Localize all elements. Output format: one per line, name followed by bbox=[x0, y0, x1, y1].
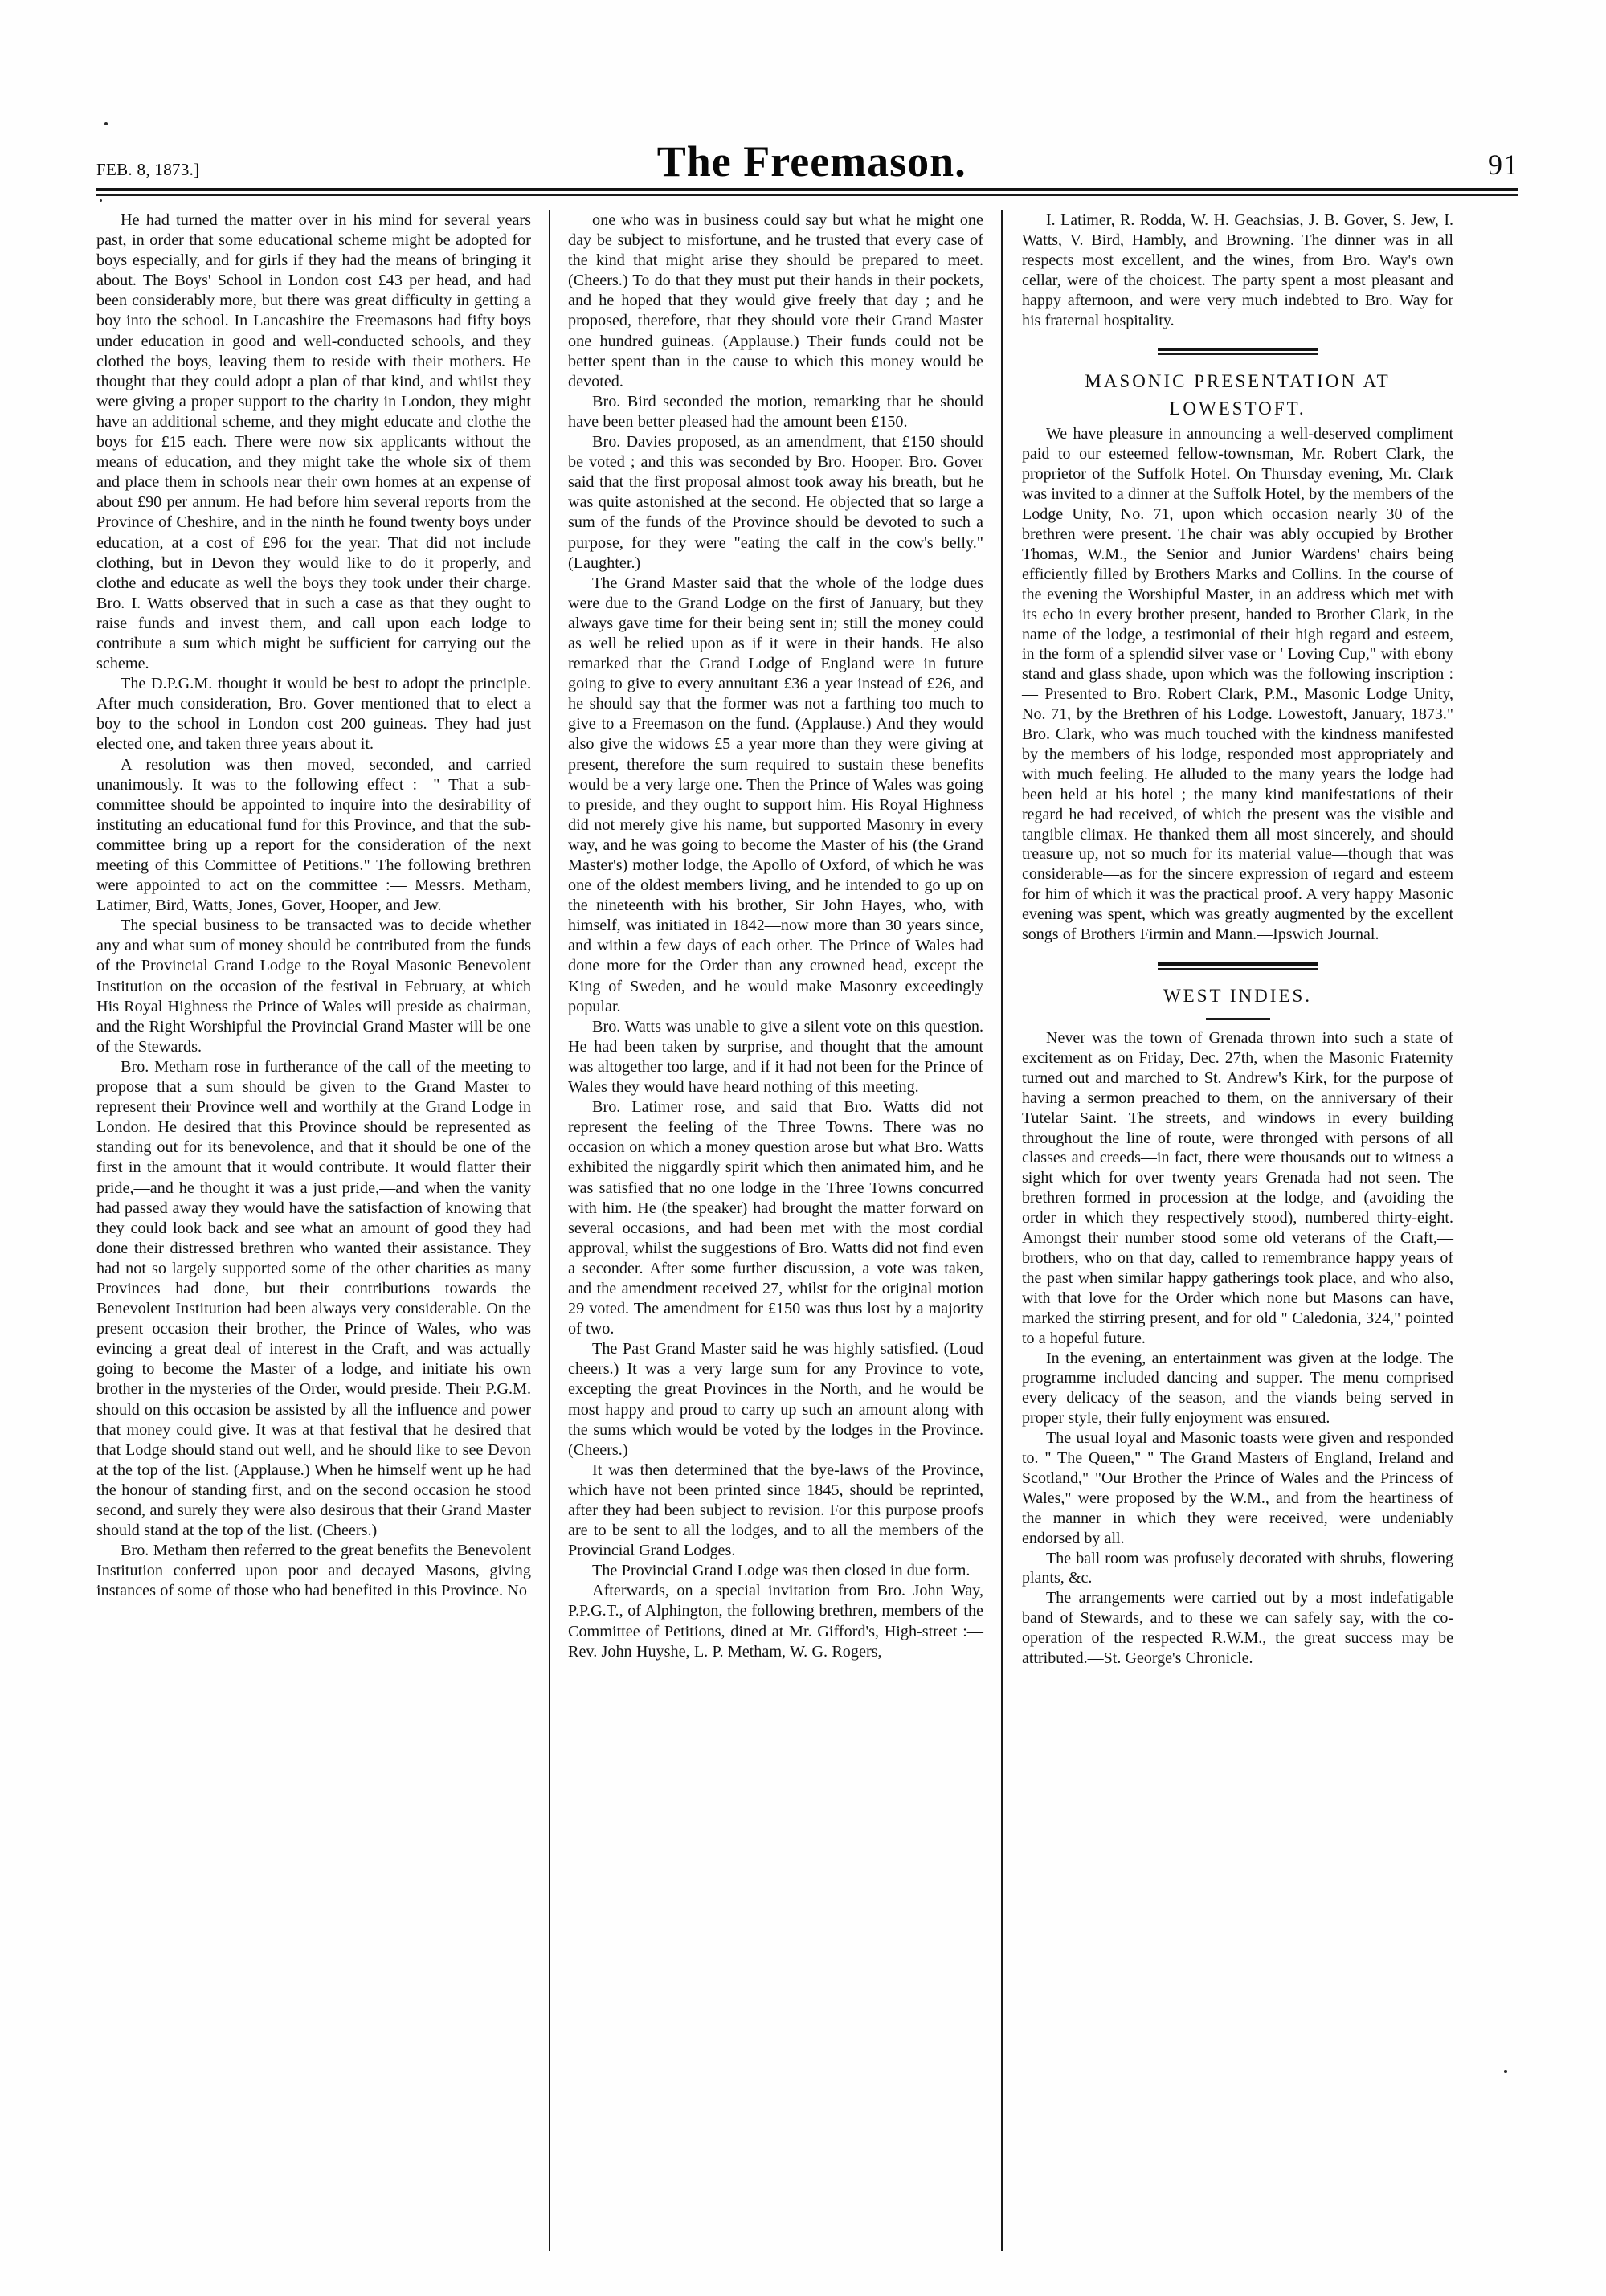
scan-speck bbox=[104, 122, 108, 125]
article-columns bbox=[96, 210, 1518, 2251]
scan-speck bbox=[1504, 2070, 1507, 2073]
section-divider-rule-two bbox=[1158, 962, 1318, 970]
paragraph: In the evening, an entertainment was given at the lodge. The programme included dancing and supper. The menu comprised every delicacy of the season, and the viands being served in proper style, their fully enjoyment was ensured. bbox=[1022, 1349, 1453, 1428]
paragraph: The arrangements were carried out by a most indefatigable band of Stewards, and to these we can safely say, with the co-operation of the respected R.W.M., the great success may be attributed.—St. George's Chronicle. bbox=[1022, 1589, 1453, 1668]
paragraph: I. Latimer, R. Rodda, W. H. Geachsias, J. B. Gover, S. Jew, I. Watts, V. Bird, Hambly, and Browning. The dinner was in all respects most excellent, and the wines, from Bro. Way's own cellar, were of the choicest. The party spent a most pleasant and happy afternoon, and were very much indebted to Bro. Way for his fraternal hospitality. bbox=[1022, 211, 1453, 329]
paragraph: Bro. Metham then referred to the great benefits the Benevolent Institution conferred upon poor and decayed Masons, giving instances of some of those who had benefited in this Province. No bbox=[96, 1542, 531, 1600]
section-heading-west-indies: WEST INDIES. bbox=[1163, 986, 1313, 1006]
paragraph: He had turned the matter over in his mind for several years past, in order that some educational scheme might be adopted for boys especially, and for girls if they had the means of bringing it about. The Boys' School in London cost £43 per head, and had been considerably more, but there was great difficulty in getting a boy into the school. In Lancashire the Freemasons had fifty boys under education in good and well-conducted schools, and they clothed the boys, leaving them to reside with their mothers. He thought that they could adopt a plan of that kind, and whilst they were giving a proper support to the charity in London, they might have an additional scheme, and they might educate and clothe the boys for £15 each. There were now six applicants without the means of education, and they might take the whole six of them and place them in schools near their own homes at an expense of about £90 per annum. He had before him several reports from the Province of Cheshire, and in the ninth he found twenty boys under education, at a cost of £96 for the year. That did not include clothing, but in Devon they would like to do it properly, and clothe and educate as well the boys they took under their charge. Bro. I. Watts observed that in such a case as that they ought to raise funds and invest them, and call upon each lodge to contribute a sum which might be sufficient for carrying out the scheme. bbox=[96, 211, 531, 673]
section-subrule bbox=[1206, 1018, 1270, 1020]
paragraph: The Provincial Grand Lodge was then closed in due form. bbox=[592, 1562, 971, 1580]
paragraph: Afterwards, on a special invitation from Bro. John Way, P.P.G.T., of Alphington, the following brethren, members of the Committee of Petitions, dined at Mr. Gifford's, High-street :— Rev. John Huyshe, L. P. Metham, W. G. Rogers, bbox=[568, 1582, 983, 1661]
paragraph: one who was in business could say but what he might one day be subject to misfortune, and he trusted that every case of the kind that might arise they should be prepared to meet. (Cheers.) To do that they must put their hands in their pockets, and he hoped that they would give freely that day ; and he proposed, therefore, that they should vote their Grand Master one hundred guineas. (Applause.) Their funds could not be better spent than in the cause to which this money would be devoted. bbox=[568, 211, 983, 390]
paragraph: A resolution was then moved, seconded, and carried unanimously. It was to the following effect :—" That a sub-committee should be appointed to inquire into the desirability of instituting an educational fund for this Province, and that the sub-committee bring up a report for the consideration of the next meeting of this Committee of Petitions." The following brethren were appointed to act on the committee :— Messrs. Metham, Latimer, Bird, Watts, Jones, Gover, Hooper, and Jew. bbox=[96, 755, 531, 915]
section-divider-rule bbox=[1158, 348, 1318, 355]
paragraph: The D.P.G.M. thought it would be best to adopt the principle. After much consideration, Bro. Gover mentioned that to elect a boy to the school in London cost 200 guineas. They had just elected one, and taken three years about it. bbox=[96, 675, 531, 754]
section-heading-lowestoft-line2: LOWESTOFT. bbox=[1169, 398, 1306, 419]
paragraph: The Grand Master said that the whole of the lodge dues were due to the Grand Lodge on the first of January, but they always gave time for their being sent in; still the money could as well be relied upon as if it were in their hands. He also remarked that the Grand Lodge of England were in future going to give to every annuitant £36 a year instead of £26, and he should say that the former was not a farthing too much to give to a Freemason on the fund. (Applause.) And they would also give the widows £5 a year more than they were giving at present, therefore the sum required to sustain these benefits would be a very large one. Then the Prince of Wales was going to preside, and they ought to support him. His Royal Highness did not merely give his name, but supported Masonry in every way, and he was going to become the Master of his (the Grand Master's) mother lodge, the Apollo of Oxford, of which he was one of the oldest members living, and he intended to go up on the nineteenth with his brother, Sir John Hayes, who, with himself, was initiated in 1842—now more than 30 years since, and within a few days of each other. The Prince of Wales had done more for the Order than any crowned head, except the King of Sweden, and he would make Masonry exceedingly popular. bbox=[568, 574, 983, 1015]
paragraph: It was then determined that the bye-laws of the Province, which have not been printed since 1845, should be reprinted, after they had been subject to revision. For this purpose proofs are to be sent to all the lodges, and to all the members of the Provincial Grand Lodges. bbox=[568, 1461, 983, 1560]
paragraph: We have pleasure in announcing a well-deserved compliment paid to our esteemed fellow-townsman, Mr. Robert Clark, the proprietor of the Suffolk Hotel. On Thursday evening, Mr. Clark was invited to a dinner at the Suffolk Hotel, by the members of the Lodge Unity, No. 71, upon which occasion nearly 30 of the brethren were present. The chair was ably occupied by Brother Thomas, W.M., the Senior and Junior Wardens' chairs being efficiently filled by Brothers Marks and Collins. In the course of the evening the Worshipful Master, in an address which met with its echo in every brother present, handed to Brother Clark, in the name of the lodge, a testimonial of their high regard and esteem, in the form of a splendid silver vase or ' Loving Cup," with ebony stand and glass shade, upon which was the following inscription :— Presented to Bro. Robert Clark, P.M., Masonic Lodge Unity, No. 71, by the Brethren of his Lodge. Lowestoft, January, 1873." Bro. Clark, who was much touched with the kindness manifested by the members of his lodge, responded most appropriately and with much feeling. He alluded to the many years the lodge had been held at his hotel ; the many kind manifestations of their regard he had received, of which the present was the visible and tangible climax. He thanked them all most sincerely, and should treasure up, not so much for its material value—though that was considerable—as for the sincere expression of regard and esteem for him of which it was the practical proof. A very happy Masonic evening was spent, which was greatly augmented by the excellent songs of Brothers Firmin and Mann.—Ipswich Journal. bbox=[1022, 425, 1453, 944]
scan-speck bbox=[100, 199, 102, 202]
paragraph: Bro. Watts was unable to give a silent vote on this question. He had been taken by surprise, and thought that the amount was altogether too large, and if it had not been for the Prince of Wales they would have heard nothing of this meeting. bbox=[568, 1017, 983, 1097]
paragraph: Bro. Davies proposed, as an amendment, that £150 should be voted ; and this was seconded by Bro. Hooper. Bro. Gover said that the first proposal almost took away his breath, but he was quite astonished at the second. He objected that so large a sum of the funds of the Province should be devoted to such a purpose, for they were "eating the calf in the cow's belly." (Laughter.) bbox=[568, 433, 983, 572]
page-title: The Freemason. bbox=[656, 137, 966, 186]
paragraph: Bro. Latimer rose, and said that Bro. Watts did not represent the feeling of the Three Towns. There was no occasion on which a money question arose but what Bro. Watts exhibited the niggardly spirit which then animated him, and he was satisfied that no one lodge in the Three Towns concurred with him. He (the speaker) had brought the matter forward on several occasions, and had been met with the most cordial approval, whilst the suggestions of Bro. Watts did not find even a seconder. After some further discussion, a vote was taken, and the amendment received 27, whilst for the original motion 29 voted. The amendment for £150 was thus lost by a majority of two. bbox=[568, 1098, 983, 1338]
paragraph: Never was the town of Grenada thrown into such a state of excitement as on Friday, Dec. 27th, when the Masonic Fraternity turned out and marched to St. Andrew's Kirk, for the purpose of having a sermon preached to them, on the anniversary of their Tutelar Saint. The streets, and windows in every building throughout the line of route, were thronged with persons of all classes and creeds—in fact, there were thousands out to witness a sight which for over twenty years Grenada had not seen. The brethren formed in procession at the lodge, and (avoiding the order in which they respectively stood), numbered thirty-eight. Amongst their number stood some old veterans of the Craft,—brothers, who on that day, called to remembrance happy years of the past when similar happy gatherings took place, and who also, with that love for the Order which none but Masons can have, marked the stirring present, and for old " Caledonia, 324," pointed to a hopeful future. bbox=[1022, 1029, 1453, 1347]
masthead bbox=[96, 127, 1518, 186]
paragraph: The usual loyal and Masonic toasts were given and responded to. " The Queen," " The Grand Masters of England, Ireland and Scotland," "Our Brother the Prince of Wales and the Princess of Wales," were proposed by the W.M., and from the heartiness of the manner in which they were received, were undeniably endorsed by all. bbox=[1022, 1429, 1453, 1547]
masthead-divider-rule bbox=[96, 188, 1518, 196]
paragraph: Bro. Bird seconded the motion, remarking that he should have been better pleased had the amount been £150. bbox=[568, 392, 983, 431]
column-three bbox=[1001, 210, 1453, 2251]
column-two bbox=[549, 210, 1001, 2251]
paragraph: The Past Grand Master said he was highly satisfied. (Loud cheers.) It was a very large sum for any Province to vote, excepting the great Provinces in the North, and he would be most happy and proud to carry up such an amount along with the sums which would be voted by the lodges in the Province. (Cheers.) bbox=[568, 1340, 983, 1459]
paragraph: The special business to be transacted was to decide whether any and what sum of money should be contributed from the funds of the Provincial Grand Lodge to the Royal Masonic Benevolent Institution on the occasion of the festival in February, at which His Royal Highness the Prince of Wales will preside as chairman, and the Right Worshipful the Provincial Grand Master will be one of the Stewards. bbox=[96, 917, 531, 1056]
paragraph: The ball room was profusely decorated with shrubs, flowering plants, &c. bbox=[1022, 1549, 1453, 1587]
paragraph: Bro. Metham rose in furtherance of the call of the meeting to propose that a sum should be given to the Grand Master to represent their Province well and worthily at the Grand Lodge in London. He desired that this Province should be represented as standing out for its benevolence, and that it should be one of the first in the amount that it would contribute. It would flatter their pride,—and he thought it was a just pride,—and when the vanity had passed away they would have the satisfaction of knowing that they could look back and see what an amount of good they had done their distressed brethren who wanted their assistance. They had not so largely supported some of the other charities as many Provinces had done, but their contributions towards the Benevolent Institution had been always very considerable. On the present occasion their brother, the Prince of Wales, who was evincing a great deal of interest in the Craft, and was actually going to become the Master of a lodge, and initiate his own brother in the mysteries of the Order, would preside. Their P.G.M. should on this occasion be assisted by all the influence and power that money could give. It was at that festival that he desired that that Lodge should stand out well, and he should like to see Devon at the top of the list. (Applause.) When he himself went up he had the honour of standing first, and on the second occasion he stood second, and surely they were also desirous that their Grand Master should stand at the top of the list. (Cheers.) bbox=[96, 1057, 531, 1540]
masthead-date: FEB. 8, 1873.] bbox=[96, 160, 200, 179]
column-one bbox=[96, 210, 549, 2251]
section-heading-lowestoft-line1: MASONIC PRESENTATION AT bbox=[1085, 371, 1391, 392]
page-number: 91 bbox=[1488, 149, 1518, 181]
